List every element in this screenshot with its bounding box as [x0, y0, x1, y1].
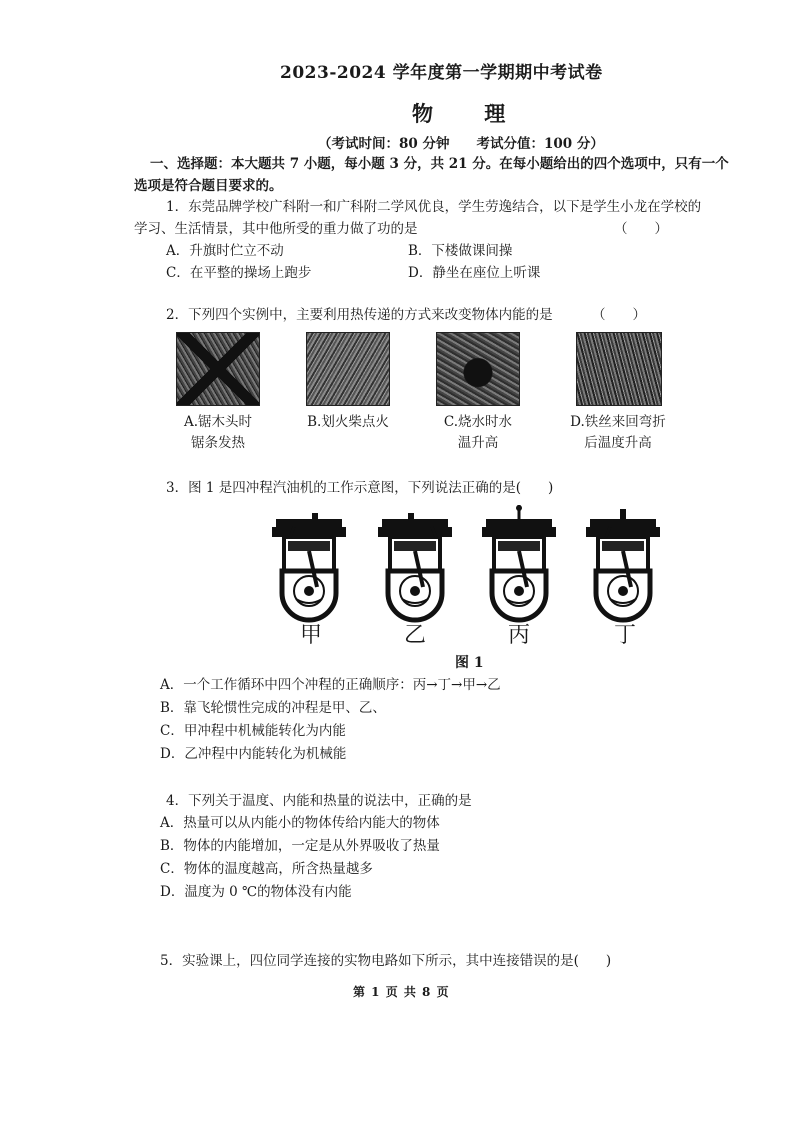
q2-caption-a-line1: A.锯木头时: [183, 414, 253, 430]
q3-option-a: A．一个工作循环中四个冲程的正确顺序：丙→丁→甲→乙: [160, 677, 501, 693]
q1-option-c: C．在平整的操场上跑步: [166, 265, 312, 281]
q1-answer-blank: （ ）: [614, 221, 668, 237]
q2-photo-bending-wire: [576, 332, 662, 406]
section-intro-line2: 选项是符合题目要求的。: [134, 178, 283, 194]
q2-caption-d: [556, 412, 680, 454]
engine-ding: [586, 509, 660, 620]
q1-stem-line1: 1．东莞品牌学校广科附一和广科附二学风优良，学生劳逸结合，以下是学生小龙在学校的: [166, 199, 702, 215]
engine-label-ding: 丁: [614, 623, 637, 648]
q3-stem: 3．图 1 是四冲程汽油机的工作示意图，下列说法正确的是( ): [166, 480, 554, 496]
q2-caption-a: [166, 412, 270, 454]
q2-answer-blank: （ ）: [592, 307, 646, 323]
subject-title: 物 理: [412, 101, 528, 126]
q1-option-a: A．升旗时伫立不动: [166, 243, 284, 259]
engine-label-bing: 丙: [508, 623, 531, 648]
q2-photo-striking-match: [306, 332, 390, 406]
q2-caption-a-line2: 锯条发热: [191, 435, 245, 451]
engine-yi: [378, 513, 452, 620]
engine-jia: [272, 513, 346, 620]
q2-caption-c: [426, 412, 530, 454]
q2-caption-c-line1: C.烧水时水: [443, 414, 513, 430]
q2-caption-b-line1: B.划火柴点火: [307, 414, 389, 430]
engine-label-yi: 乙: [404, 623, 427, 648]
page-footer: 第 1 页 共 8 页: [353, 985, 450, 999]
q3-option-b: B．靠飞轮惯性完成的冲程是甲、乙、: [160, 700, 386, 716]
q4-option-a: A．热量可以从内能小的物体传给内能大的物体: [160, 815, 440, 831]
q4-option-c: C．物体的温度越高，所含热量越多: [160, 861, 373, 877]
q1-stem-line2: 学习、生活情景，其中他所受的重力做了功的是: [134, 221, 418, 237]
q2-caption-d-line2: 后温度升高: [584, 435, 652, 451]
q4-option-d: D．温度为 0 ℃的物体没有内能: [160, 884, 352, 900]
q5-stem: 5．实验课上，四位同学连接的实物电路如下所示，其中连接错误的是( ): [160, 953, 612, 969]
engine-label-jia: 甲: [300, 623, 323, 648]
section-intro-line1: 一、选择题：本大题共 7 小题，每小题 3 分，共 21 分。在每小题给出的四个选项中，只有一个: [150, 156, 729, 172]
q1-option-d: D．静坐在座位上听课: [408, 265, 541, 281]
q4-stem: 4．下列关于温度、内能和热量的说法中，正确的是: [166, 793, 472, 809]
engine-bing: [482, 505, 556, 620]
q2-photo-sawing-wood: [176, 332, 260, 406]
q2-caption-b: [296, 412, 400, 433]
q3-engine-diagrams: [268, 505, 668, 625]
exam-info: （考试时间：80 分钟 考试分值：100 分）: [318, 136, 604, 152]
q2-caption-d-line1: D.铁丝来回弯折: [570, 414, 666, 430]
q3-option-c: C．甲冲程中机械能转化为内能: [160, 723, 346, 739]
q2-photo-boiling-water: [436, 332, 520, 406]
q3-option-d: D．乙冲程中内能转化为机械能: [160, 746, 347, 762]
q2-caption-c-line2: 温升高: [457, 435, 499, 451]
q2-stem: 2．下列四个实例中，主要利用热传递的方式来改变物体内能的是: [166, 307, 553, 323]
exam-title: 2023-2024 学年度第一学期期中考试卷: [280, 63, 603, 83]
figure-1-label: 图 1: [455, 655, 484, 671]
q1-option-b: B．下楼做课间操: [408, 243, 513, 259]
q4-option-b: B．物体的内能增加，一定是从外界吸收了热量: [160, 838, 440, 854]
